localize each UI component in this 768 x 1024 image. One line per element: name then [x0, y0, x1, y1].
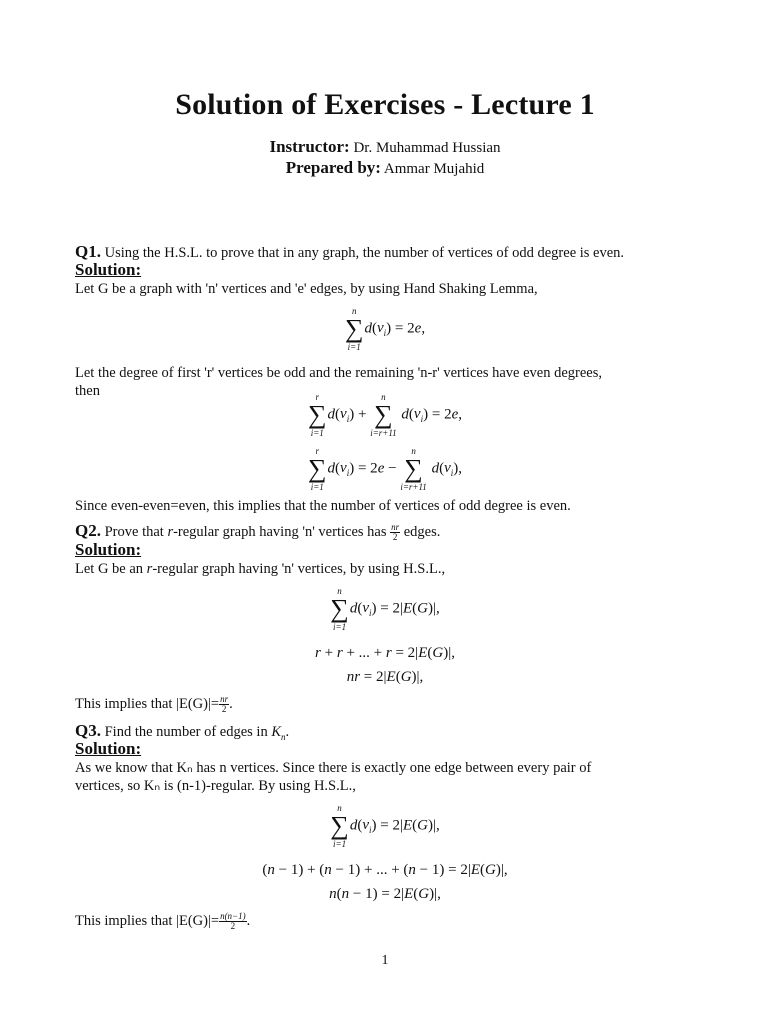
q2-line1: Let G be an r-regular graph having 'n' vertices, by using H.S.L., [75, 561, 446, 577]
q3-text: Find the number of edges in [104, 724, 272, 740]
q1-conclusion: Since even-even=even, this implies that the number of vertices of odd degree is even. [75, 498, 571, 514]
q3-number: Q3. [75, 721, 101, 740]
q3-line2: vertices, so Kₙ is (n-1)-regular. By using H.S.L., [75, 778, 356, 794]
q2-conclusion-fraction: $\frac{nr}{2}$ [220, 694, 229, 715]
q3-equation-2: (n − 1) + (n − 1) + ... + (n − 1) = 2|E(G)|, [262, 862, 508, 878]
q3-question: Q3. Find the number of edges in $K_n$. [75, 721, 290, 742]
q3-solution-label: Solution: [75, 739, 142, 758]
q2-solution-label: Solution: [75, 540, 142, 559]
q2-solution-heading [75, 541, 695, 560]
q1-equation-1: n ∑ i=1 $d(v_i) = 2e$, [344, 306, 426, 352]
q1-equation-2: r ∑ i=1 $d(v_i)$ + n ∑ i=r+11 $d(v_i) = 2e$, [307, 392, 462, 438]
q2-equation-2: r + r + ... + r = 2|E(G)|, [315, 645, 455, 661]
q3-equation-1: n ∑ i=1 $d(v_i) = 2|E(G)|$, [330, 803, 440, 849]
q3-conclusion-post: . [246, 913, 251, 929]
q1-line1: Let G be a graph with 'n' vertices and 'e' edges, by using Hand Shaking Lemma, [75, 281, 538, 297]
q2-text-post: edges. [400, 524, 441, 540]
instructor-line [75, 137, 695, 157]
instructor-name: Dr. Muhammad Hussian [353, 140, 501, 156]
q2-question: Q2. Prove that r-regular graph having 'n' vertices has $\frac{nr}{2}$ edges. [75, 521, 441, 543]
q3-solution-heading [75, 740, 695, 759]
q1-solution-label: Solution: [75, 260, 142, 279]
q1-equation-3: r ∑ i=1 $d(v_i) = 2e$ − n ∑ i=r+11 $d(v_i)$, [307, 446, 462, 492]
prepared-line [75, 158, 695, 178]
q3-conclusion-pre: This implies that |E(G)|= [75, 913, 220, 929]
q1-question [75, 243, 695, 262]
q1-text: Using the H.S.L. to prove that in any graph, the number of vertices of odd degree is even. [104, 245, 625, 261]
q2-conclusion-post: . [229, 696, 233, 712]
prepared-label: Prepared by: [285, 158, 381, 177]
q1-number: Q1. [75, 242, 101, 261]
q1-line3: then [75, 383, 100, 399]
q2-line1-post: -regular graph having 'n' vertices, by using H.S.L., [152, 561, 446, 577]
q3-conclusion [75, 912, 695, 931]
q3-line1: As we know that Kₙ has n vertices. Since there is exactly one edge between every pair of [75, 760, 592, 776]
q3-conclusion-fraction: $\frac{n(n-1)}{2}$ [220, 911, 246, 932]
q3-equation-3: n(n − 1) = 2|E(G)|, [329, 886, 441, 902]
q2-text-pre: Prove that [104, 524, 168, 540]
document-page [75, 0, 695, 1024]
q2-equation-1: n ∑ i=1 $d(v_i) = 2|E(G)|$, [330, 586, 440, 632]
q2-fraction: $\frac{nr}{2}$ [391, 522, 400, 543]
q2-text-mid: -regular graph having 'n' vertices has [173, 524, 391, 540]
prepared-name: Ammar Mujahid [383, 161, 485, 177]
q1-line2: Let the degree of first 'r' vertices be odd and the remaining 'n-r' vertices have even degrees, [75, 365, 602, 381]
q2-number: Q2. [75, 521, 101, 540]
instructor-label: Instructor: [269, 137, 350, 156]
page-title: Solution of Exercises - Lecture 1 [175, 88, 595, 121]
q2-line1-pre: Let G be an [75, 561, 147, 577]
page-number: 1 [381, 953, 389, 968]
q2-conclusion-pre: This implies that |E(G)|= [75, 696, 220, 712]
q2-equation-3: nr = 2|E(G)|, [346, 669, 424, 685]
q2-conclusion [75, 695, 695, 714]
q1-solution-heading [75, 261, 695, 280]
